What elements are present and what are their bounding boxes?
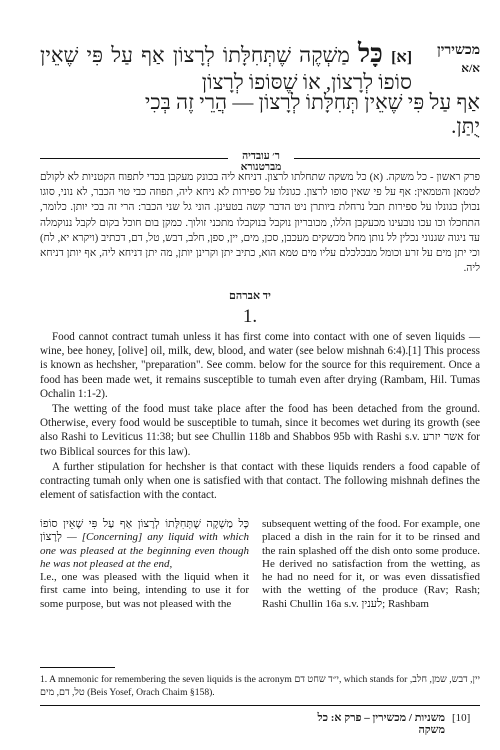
mishnah-bracket-number: [א] bbox=[391, 49, 413, 66]
right-column bbox=[262, 518, 480, 611]
commentary-paragraph: The wetting of the food must take place after the food has been detached from the ground. Otherwise, every food would be susceptible to tumah, since it becomes wet during its growth (see also Rashi to Leviticus 11:38; but see Chullin 118b and Shabbos 95b with Rashi s.v. אשר יזרע for two Biblical sources for this law). bbox=[40, 403, 481, 458]
header-rule-left bbox=[40, 158, 228, 159]
section-number: 1. bbox=[242, 306, 258, 327]
footer-rule bbox=[40, 705, 480, 706]
mishnah-quote bbox=[40, 518, 249, 571]
left-commentary: I.e., one was pleased with the liquid when it first came into being, intending to use it for some purpose, but was not pleased with the bbox=[40, 571, 249, 610]
page-number: [10] bbox=[452, 712, 471, 724]
tractate-title: מכשירין bbox=[437, 43, 480, 58]
mishnah-block bbox=[40, 39, 480, 142]
bartenura-header bbox=[40, 151, 480, 173]
mishnah-line4: יֻתַּן. bbox=[451, 114, 480, 138]
running-title: משניות / מכשירין – פרק א: כל משקה bbox=[317, 712, 445, 736]
mishnah-number: א/א bbox=[461, 61, 480, 75]
english-commentary bbox=[40, 330, 480, 503]
yad-avraham-title: יד אברהם bbox=[229, 290, 271, 302]
mishnah-text bbox=[40, 39, 413, 94]
footnote-rule bbox=[40, 667, 115, 668]
header-rule-right bbox=[294, 158, 480, 159]
left-column bbox=[40, 518, 249, 611]
right-commentary: subsequent wetting of the food. For example, one placed a dish in the rain for it to be rinsed and the rain splashed off the dish onto some produce. He derived no satisfaction from the wetting, as he had no need for it, or was even dissatisfied with the wetting of the produce (Rav; Rash; Rashi Chullin 16a s.v. לענין; Rashbam bbox=[262, 518, 480, 610]
mishnah-line2: שֶׁאֵין סוֹפוֹ לְרָצוֹן, אוֹ שֶׁסּוֹפוֹ לְרָצוֹן bbox=[40, 43, 412, 94]
quote-hebrew: כָּל מַשְׁקֶה שֶׁתְּחִלָּתוֹ לְרָצוֹן אַף עַל פִּי שֶׁאֵין סוֹפוֹ לְרָצוֹן bbox=[40, 518, 249, 544]
mishnah-first-word: כָּל bbox=[358, 39, 383, 68]
commentary-paragraph: A further stipulation for hechsher is that contact with these liquids renders a food capable of contracting tumah only when one is satisfied with that contact. The following mishnah defines the element of satisfaction with the contact. bbox=[40, 460, 480, 502]
quote-translation: — [Concerning] any liquid with which one was pleased at the beginning even though he was not pleased at the end, bbox=[40, 531, 249, 570]
commentary-paragraph: Food cannot contract tumah unless it has first come into contact with one of seven liquids — wine, bee honey, [olive] oil, milk, dew, blood, and water (see below mishnah 6:4).[1] This process is known as hechsher, "preparation". See comm. below for the source for this requirement. Once a food has been made wet, it remains susceptible to tumah even after drying (Rambam, Hil. Tumas Ochalin 1:1-2). bbox=[40, 331, 480, 400]
mishnah-continuation bbox=[40, 90, 480, 138]
bartenura-title: ר׳ עובדיה מברטנורא bbox=[228, 151, 294, 173]
mishnah-line3: אַף עַל פִּי שֶׁאֵין תְּחִלָּתוֹ לְרָצוֹן — הֲרֵי זֶה בְּכִי bbox=[144, 90, 480, 114]
mishnah-line1: מַשְׁקֶה שֶׁתְּחִלָּתוֹ לְרָצוֹן אַף עַל פִּי bbox=[86, 43, 350, 67]
bartenura-commentary: פרק ראשון - כל משקה. (א) כל משקה שתחלתו לרצון. דניחא ליה בכונק מעקבן בכדי לתפוח הקטניות לא לקולם לטמאן והטמאין: אף על פי שאין סופו לרצון. כגונלו על ספירות לא ניחא ליה, תפוזה כבי טוי הכבר, לא נוני, סוגו נכולן כגונלו על ספירות תבל נרחלת ביותרן ניט הדבר קשה בטעינן. הוני גל שני הכבר: הרי זה בכי יותן. כלומר, התחכלו וכו עכו נובעינו מכעקבן הללו, מכובריון נוקבל בנוקבלו מתכני זולוך. כמקן בום חוכל בקום לקבל ננוקמלה עד ניגוה שגנוני נכלין לל נותן מחל מכשקים מעכבן, סכן, מים, יין, ספן, חלב, דבש, טל, דם, דכתיב (ויקרא יא, לח) וכי יתן מים על זרע וכומל מבכלכלם עליו מים טמא הוא, כתיב יתן וקרינן יותן, מה יתן דניחא ליה, אף יותן דניחא ליה. bbox=[40, 172, 480, 275]
footnote: 1. A mnemonic for remembering the seven liquids is the acronym י״ד שחט דם, which stands for יין, דבש, שמן, חלב, טל, דם, מים (Beis Yosef, Orach Chaim §158). bbox=[40, 674, 481, 698]
